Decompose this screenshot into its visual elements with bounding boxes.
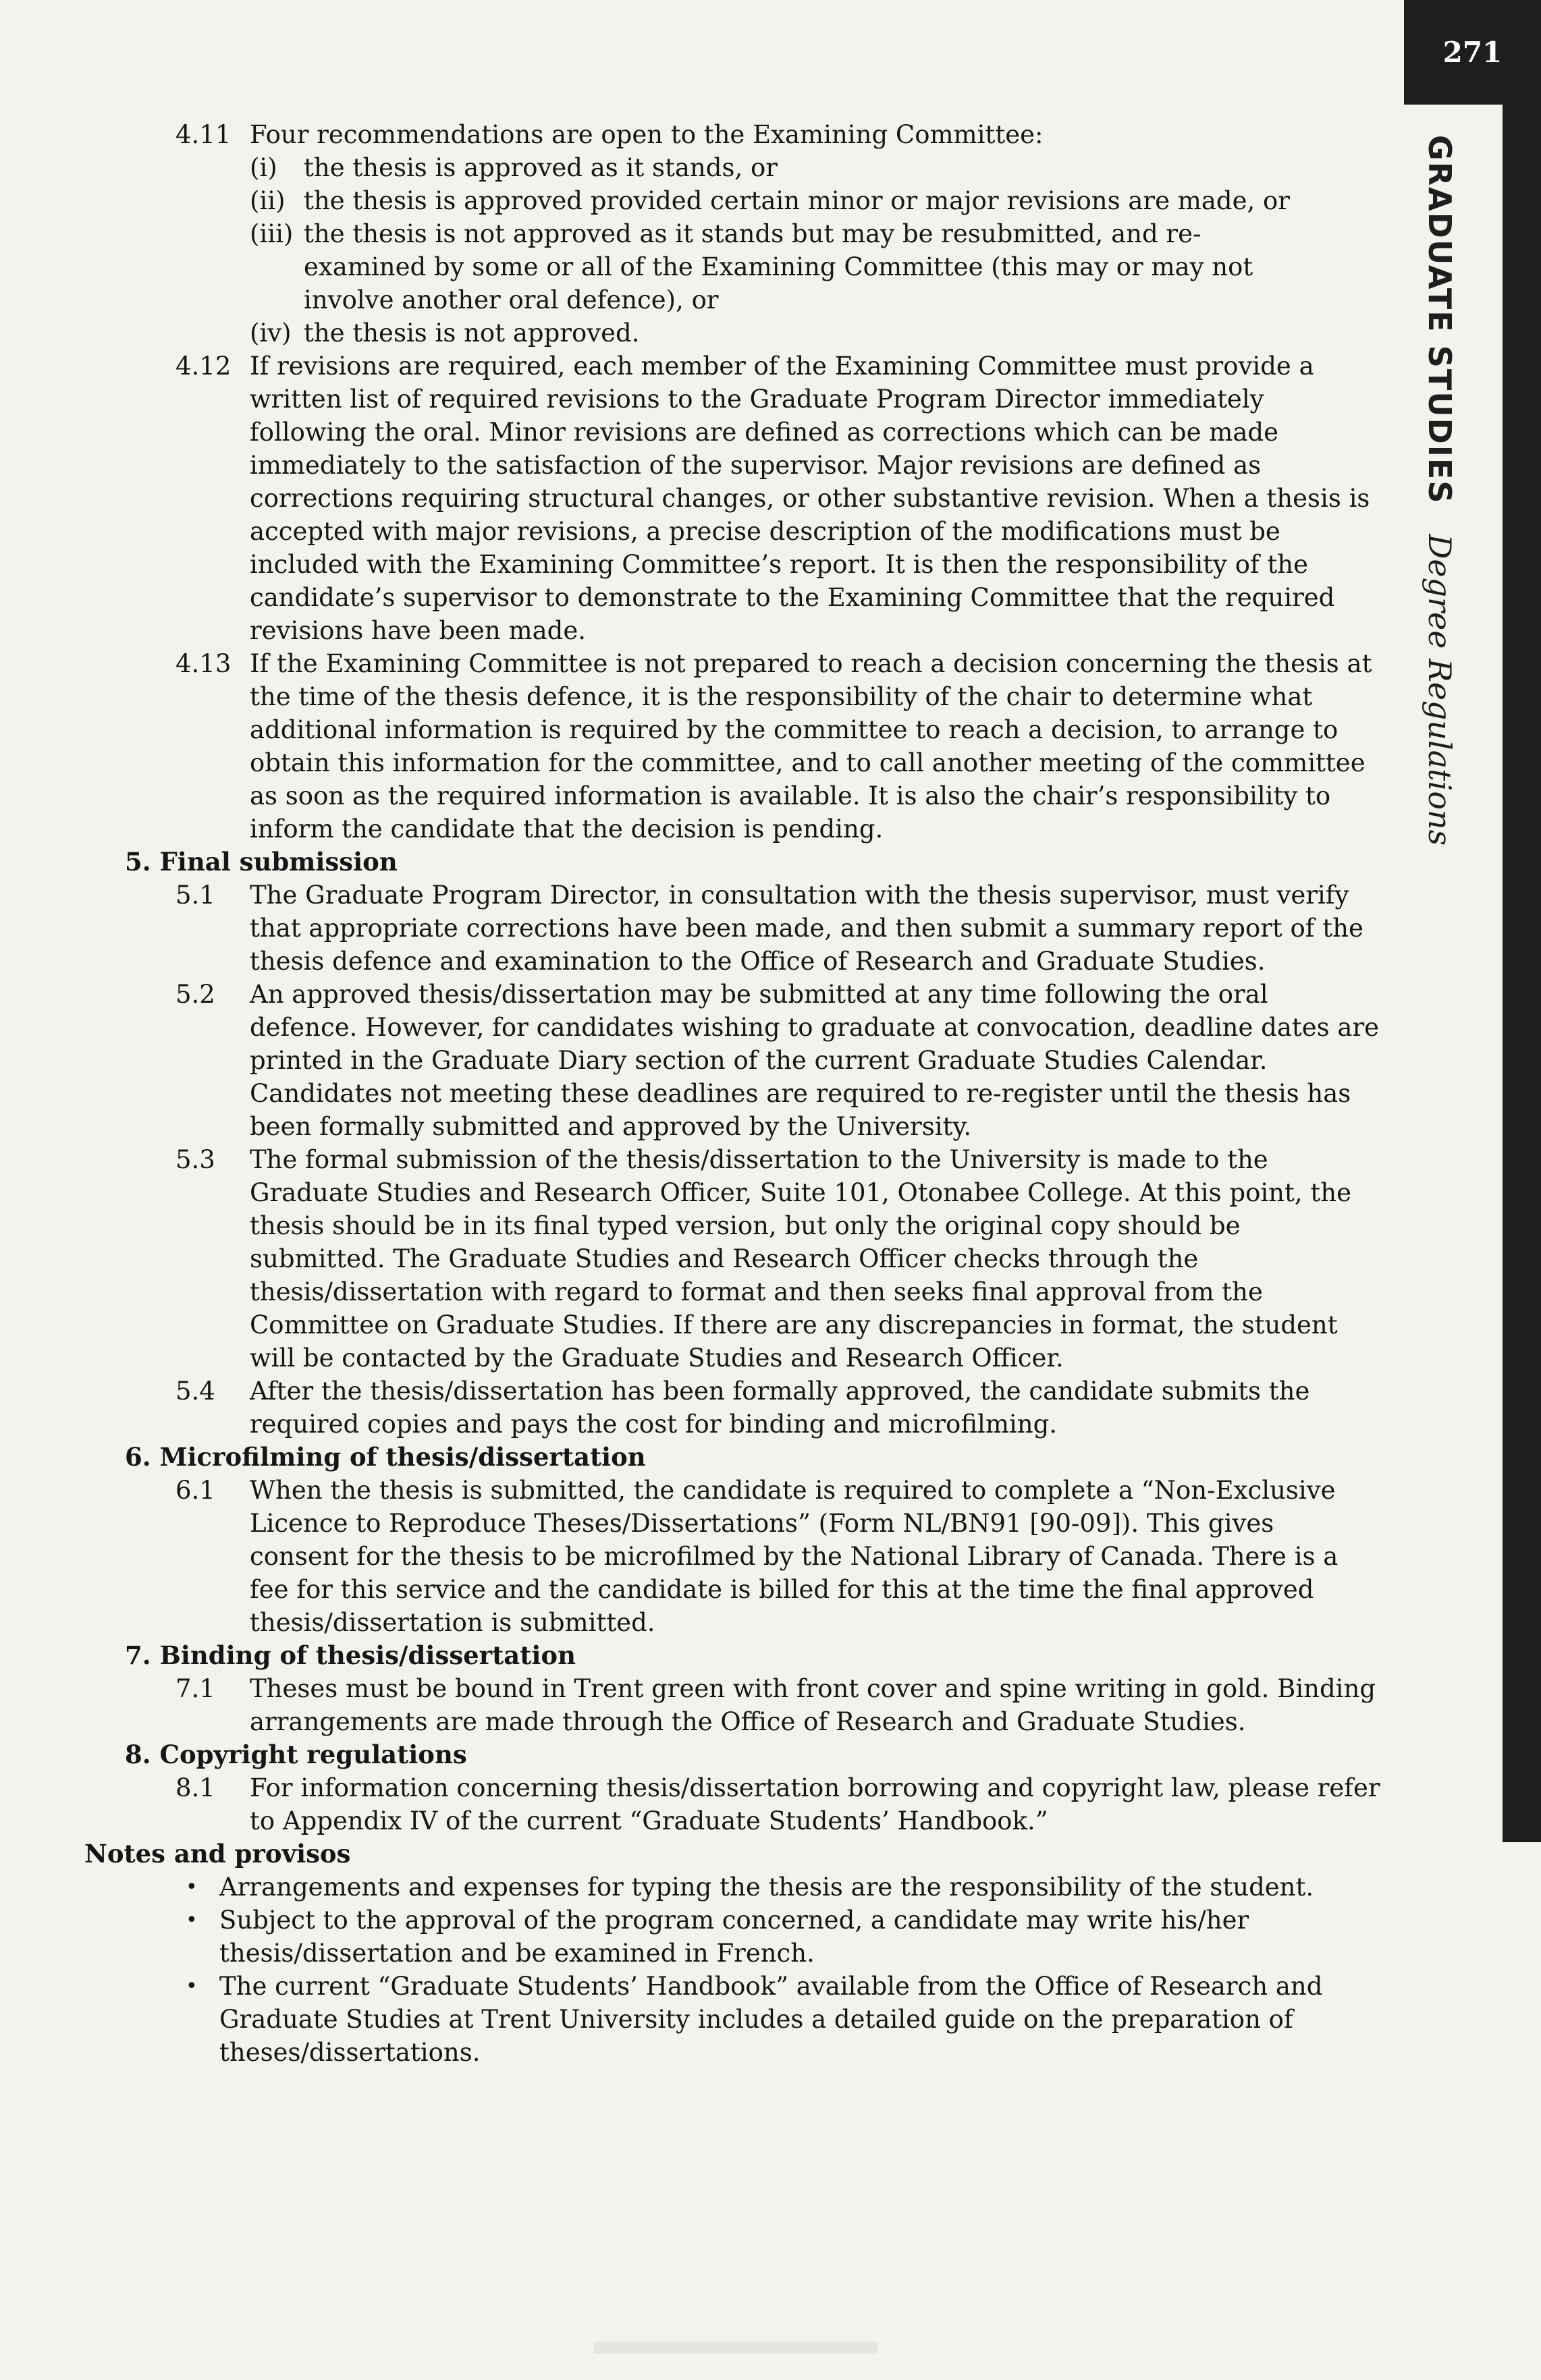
clause-text: The Graduate Program Director, in consultation with the thesis supervisor, must verify that appropriate corrections have been made, and then submit a summary report of the thesis defence and examination to the Office of Research and Graduate Studies. bbox=[250, 881, 1363, 976]
option-text: the thesis is not approved as it stands but may be resubmitted, and re-examined by some or all of the Examining Committee (this may or may not involve another oral defence), or bbox=[304, 219, 1253, 314]
clause-number: 4.12 bbox=[175, 352, 232, 381]
option-text: the thesis is approved as it stands, or bbox=[304, 153, 778, 182]
note-text: Arrangements and expenses for typing the thesis are the responsibility of the student. bbox=[219, 1873, 1314, 1902]
clause-text: Four recommendations are open to the Examining Committee: bbox=[250, 120, 1044, 149]
option-i bbox=[125, 151, 1380, 184]
notes-heading: Notes and provisos bbox=[84, 1839, 351, 1869]
section-heading: 8. Copyright regulations bbox=[125, 1740, 467, 1769]
clause-6-1 bbox=[125, 1474, 1380, 1639]
section-heading: 6. Microfilming of thesis/dissertation bbox=[125, 1442, 646, 1472]
clause-7-1 bbox=[125, 1672, 1380, 1738]
page-smudge bbox=[594, 2342, 877, 2354]
clause-text: After the thesis/dissertation has been formally approved, the candidate submits the required copies and pays the cost for binding and microfilming. bbox=[250, 1377, 1310, 1439]
clause-5-2 bbox=[125, 978, 1380, 1143]
option-text: the thesis is approved provided certain minor or major revisions are made, or bbox=[304, 186, 1290, 215]
clause-text: The formal submission of the thesis/dissertation to the University is made to the Graduate Studies and Research Officer, Suite 101, Otonabee College. At this point, the thesis should be in its final typed version, but only the original copy should be submitted. The Graduate Studies and Research Officer checks through the thesis/dissertation with regard to format and then seeks final approval from the Committee on Graduate Studies. If there are any discrepancies in format, the student will be contacted by the Graduate Studies and Research Officer. bbox=[250, 1145, 1351, 1373]
clause-text: For information concerning thesis/dissertation borrowing and copyright law, please refer to Appendix IV of the current “Graduate Students’ Handbook.” bbox=[250, 1773, 1380, 1835]
option-iii bbox=[125, 217, 1380, 316]
option-number: (iii) bbox=[250, 219, 294, 248]
clause-number: 4.11 bbox=[175, 120, 232, 149]
option-iv bbox=[125, 316, 1380, 350]
section-heading: 7. Binding of thesis/dissertation bbox=[125, 1640, 576, 1670]
clause-5-4 bbox=[125, 1375, 1380, 1441]
clause-4-11 bbox=[125, 118, 1380, 151]
clause-text: When the thesis is submitted, the candidate is required to complete a “Non-Exclusive Licence to Reproduce Theses/Dissertations” (Form NL/BN91 [90-09]). This gives consent for the thesis to be microfilmed by the National Library of Canada. There is a fee for this service and the candidate is billed for this at the time the final approved thesis/dissertation is submitted. bbox=[250, 1476, 1339, 1637]
note-item bbox=[125, 1904, 1380, 1970]
clause-text: If the Examining Committee is not prepared to reach a decision concerning the thesis at the time of the thesis defence, it is the responsibility of the chair to determine what additional information is required by the committee to reach a decision, to arrange to obtain this information for the committee, and to call another meeting of the committee as soon as the required information is available. It is also the chair’s responsibility to inform the candidate that the decision is pending. bbox=[250, 649, 1372, 843]
clause-number: 6.1 bbox=[175, 1476, 215, 1505]
clause-text: If revisions are required, each member of the Examining Committee must provide a written list of required revisions to the Graduate Program Director immediately following the oral. Minor revisions are defined as corrections which can be made immediately to the satisfaction of the supervisor. Major revisions are defined as corrections requiring structural changes, or other substantive revision. When a thesis is accepted with major revisions, a precise description of the modifications must be included with the Examining Committee’s report. It is then the responsibility of the candidate’s supervisor to demonstrate to the Examining Committee that the required revisions have been made. bbox=[250, 352, 1370, 645]
note-item bbox=[125, 1871, 1380, 1904]
clause-4-13 bbox=[125, 647, 1380, 846]
page-body bbox=[84, 118, 1380, 2069]
clause-text: An approved thesis/dissertation may be submitted at any time following the oral defence. However, for candidates wishing to graduate at convocation, deadline dates are printed in the Graduate Diary section of the current Graduate Studies Calendar. Candidates not meeting these deadlines are required to re-register until the thesis has been formally submitted and approved by the University. bbox=[250, 980, 1380, 1141]
option-number: (ii) bbox=[250, 186, 286, 215]
clause-text: Theses must be bound in Trent green with front cover and spine writing in gold. Binding arrangements are made through the Office of Research and Graduate Studies. bbox=[250, 1674, 1376, 1736]
option-text: the thesis is not approved. bbox=[304, 319, 640, 348]
option-number: (iv) bbox=[250, 319, 292, 348]
clause-number: 7.1 bbox=[175, 1674, 215, 1703]
clause-4-12 bbox=[125, 350, 1380, 647]
clause-5-3 bbox=[125, 1143, 1380, 1375]
bullet-icon: • bbox=[186, 1908, 198, 1932]
note-text: The current “Graduate Students’ Handbook” available from the Office of Research and Graduate Studies at Trent University includes a detailed guide on the preparation of theses/dissertations. bbox=[219, 1972, 1323, 2067]
option-number: (i) bbox=[250, 153, 277, 182]
clause-number: 5.4 bbox=[175, 1377, 215, 1406]
clause-5-1 bbox=[125, 879, 1380, 978]
section-subtitle: Degree Regulations bbox=[1422, 534, 1458, 846]
note-item bbox=[125, 1970, 1380, 2069]
clause-number: 5.2 bbox=[175, 980, 215, 1009]
clause-number: 4.13 bbox=[175, 649, 232, 678]
bullet-icon: • bbox=[186, 1974, 198, 1998]
bullet-icon: • bbox=[186, 1875, 198, 1899]
clause-number: 8.1 bbox=[175, 1773, 215, 1802]
clause-number: 5.1 bbox=[175, 881, 215, 910]
clause-number: 5.3 bbox=[175, 1145, 215, 1174]
clause-8-1 bbox=[125, 1771, 1380, 1837]
sidebar-band bbox=[1503, 0, 1541, 1842]
section-title: GRADUATE STUDIES bbox=[1422, 135, 1458, 505]
note-text: Subject to the approval of the program concerned, a candidate may write his/her thesis/dissertation and be examined in French. bbox=[219, 1906, 1249, 1968]
option-ii bbox=[125, 184, 1380, 217]
page-number: 271 bbox=[1404, 0, 1541, 105]
section-heading: 5. Final submission bbox=[125, 847, 398, 877]
